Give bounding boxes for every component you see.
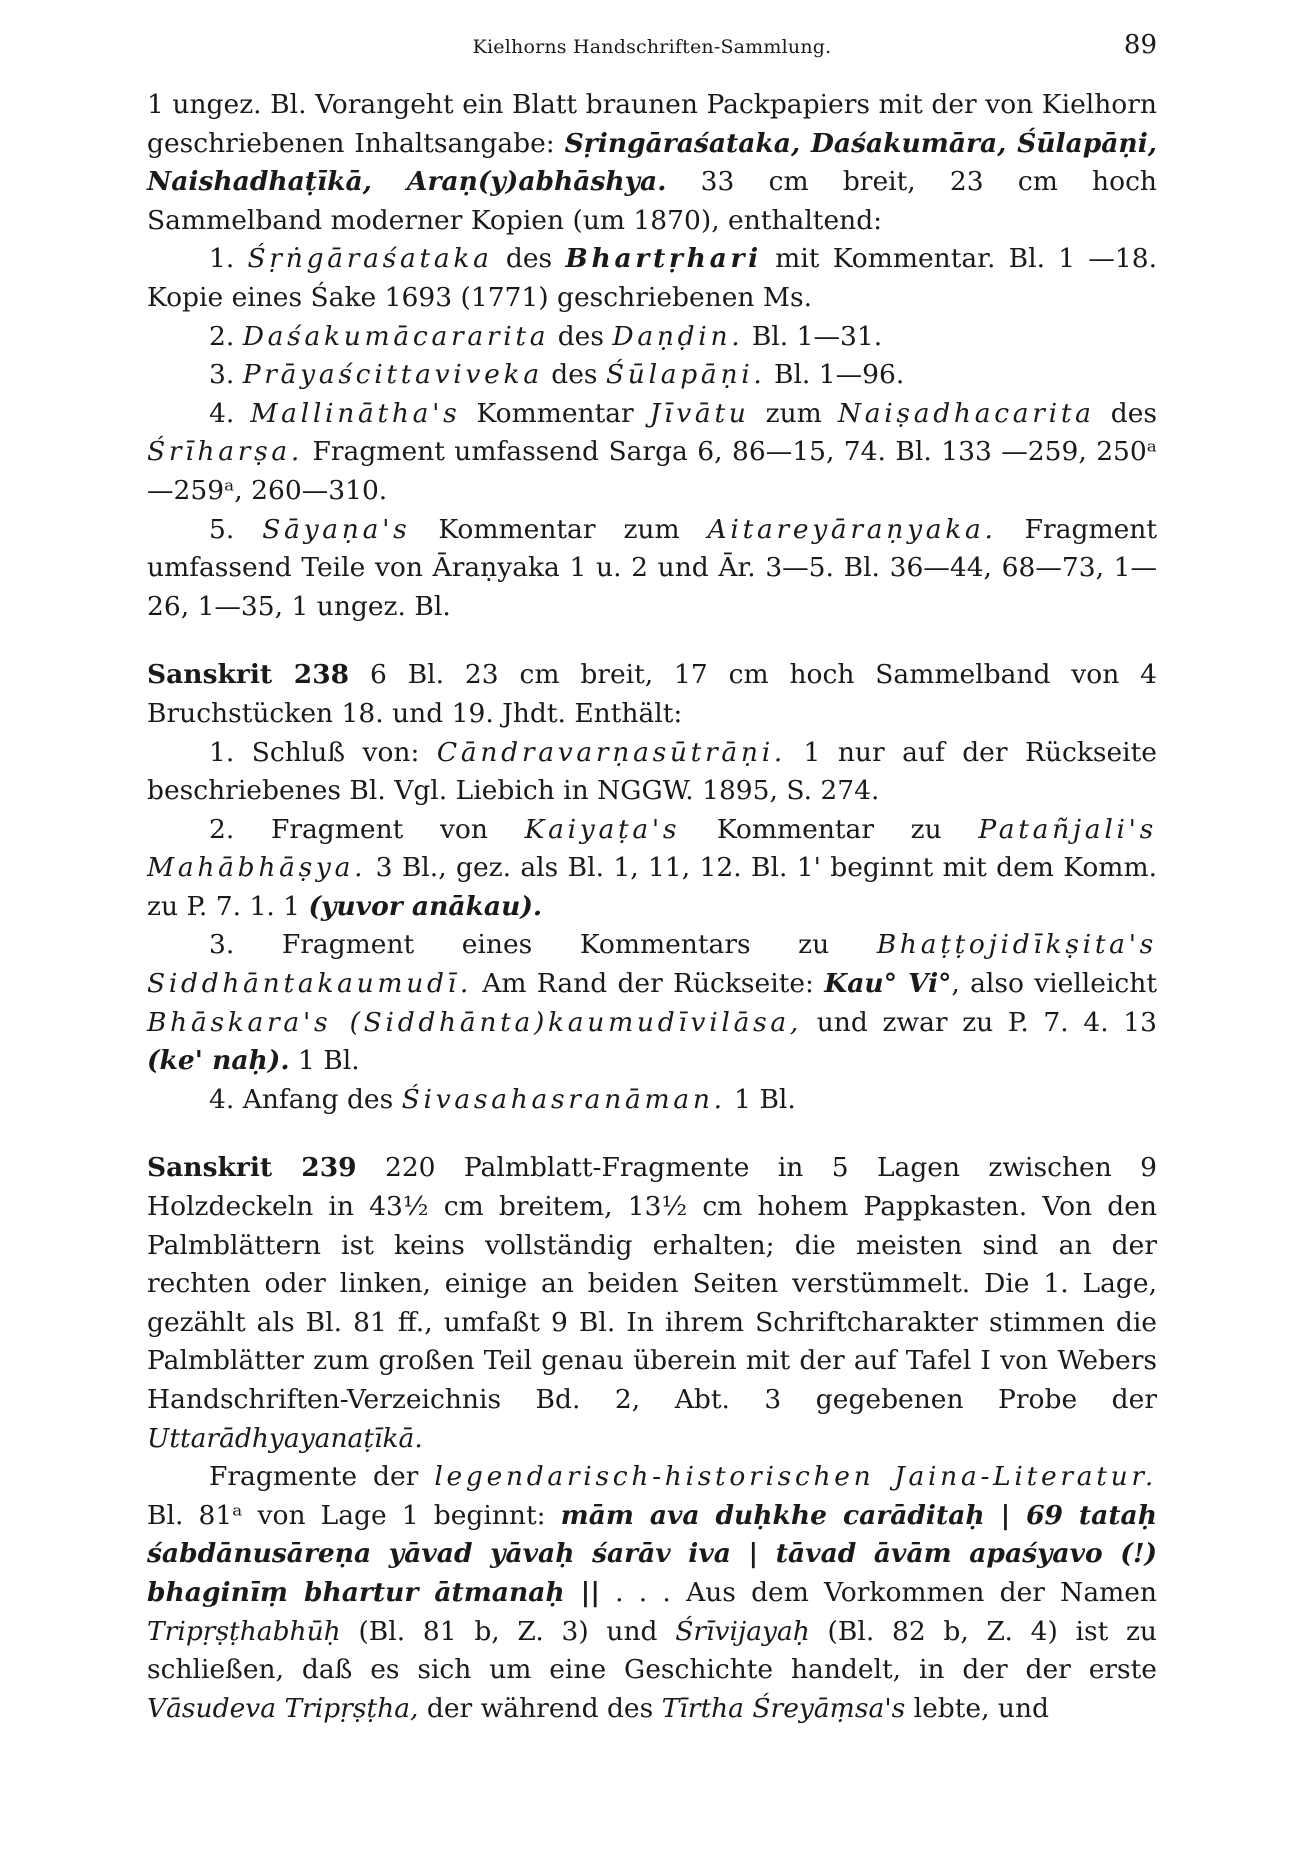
text-run: mām ava duḥkhe carāditaḥ | 69 tataḥ śabdānusāreṇa yāvad yāvaḥ śarāv iva | tāvad āvām apaśyavo (!) bhaginīṃ bhartur ātmanaḥ || [147, 1499, 1157, 1608]
page-body [147, 86, 1157, 1728]
entry-heading: Sanskrit 238 [147, 659, 350, 691]
text-run: Mallinātha's [250, 397, 461, 429]
text-run: (Bl. 81 b, Z. 3) und [340, 1615, 676, 1647]
text-run: Sṛingāraśataka, Daśakumāra, Śūlapāṇi, Naishadhaṭīkā, Araṇ(y)abhāshya. [147, 127, 1157, 198]
text-run: 4. Anfang des [209, 1083, 402, 1115]
text-run: 6 Bl. 23 cm breit, 17 cm hoch Sammelband von 4 Bruchstücken 18. und 19. Jhdt. Enthält: [147, 659, 1157, 729]
paragraph [147, 86, 1157, 240]
text-run: 1 ungez. Bl. Vorangeht ein Blatt braunen Packpapiers mit der von Kielhorn geschriebenen Inhaltsangabe: [147, 89, 1157, 159]
text-run: Kommentar zu [680, 813, 979, 845]
text-run: Kaiyaṭa's [524, 813, 681, 845]
text-run: des [492, 243, 566, 275]
text-run: Tīrtha Śreyāṃsa's [661, 1692, 906, 1724]
page-number: 89 [1123, 30, 1157, 60]
text-run: lebte, und [905, 1692, 1050, 1724]
text-run: , also vielleicht [951, 968, 1157, 1000]
text-run: des [549, 320, 613, 352]
text-run: Bl. 1—31. [743, 320, 883, 352]
text-run: Kommentar [460, 397, 650, 429]
paragraph [147, 240, 1157, 317]
paragraph [147, 1458, 1157, 1728]
text-run: 2. [209, 320, 243, 352]
text-run: Fragment umfassend Teile von Āraṇyaka 1 u. 2 und Ār. 3—5. Bl. 36—44, 68—73, 1—26, 1—35, 1 ungez. Bl. [147, 513, 1157, 622]
entry-heading: Sanskrit 239 [147, 1152, 357, 1184]
text-run: 1 Bl. [289, 1045, 360, 1077]
text-run: Prāyaścittaviveka [242, 359, 543, 391]
text-run: Naiṣadhacarita [837, 397, 1095, 429]
paragraph [147, 926, 1157, 1080]
text-run: Fragment umfassend Sarga 6, 86—15, 74. Bl. 133 —259, 250ᵃ—259ᵃ, 260—310. [147, 436, 1157, 506]
text-run: 4. [209, 397, 251, 429]
text-run: Śṛṅgāraśataka [247, 243, 493, 275]
text-run: mit Kommentar. Bl. 1 —18. Kopie eines Śake 1693 (1771) geschriebenen Ms. [147, 243, 1157, 313]
text-run: (ke' naḥ). [147, 1045, 290, 1077]
text-run: Daṇḍin. [612, 320, 744, 352]
text-run: Śrīvijayaḥ [675, 1615, 810, 1647]
text-run: des [1094, 397, 1157, 429]
paragraph [147, 811, 1157, 927]
text-run: Bl. 81ᵃ von Lage 1 beginnt: [147, 1499, 561, 1531]
text-run: Uttarādhyayanaṭīkā. [147, 1422, 423, 1454]
text-run: legendarisch-historischen Jaina-Literatur. [434, 1461, 1157, 1493]
paragraph [147, 656, 1157, 733]
paragraph [147, 356, 1157, 395]
text-run: 5. [209, 513, 263, 545]
text-run: des [542, 359, 606, 391]
text-run: Jīvātu [649, 397, 750, 429]
text-run: Sāyaṇa's [262, 513, 411, 545]
text-run: 3. [209, 359, 243, 391]
text-run: und zwar zu P. 7. 4. 13 [802, 1006, 1157, 1038]
text-run: Vāsudeva Tripṛṣṭha, [147, 1692, 419, 1724]
text-run: der während des [418, 1692, 662, 1724]
text-run: Tripṛṣṭhabhūḥ [147, 1615, 341, 1647]
running-head [147, 30, 1157, 64]
paragraph [147, 734, 1157, 811]
running-head-title: Kielhorns Handschriften-Sammlung. [472, 36, 832, 58]
text-run: Patañjali's Mahābhāṣya. [147, 813, 1157, 884]
text-run: 33 cm breit, 23 cm hoch Sammelband moderner Kopien (um 1870), enthaltend: [147, 166, 1157, 236]
text-run: 3 Bl., gez. als Bl. 1, 11, 12. Bl. 1' beginnt mit dem Komm. zu P. 7. 1. 1 [147, 852, 1157, 922]
text-run: 220 Palmblatt-Fragmente in 5 Lagen zwischen 9 Holzdeckeln in 43½ cm breitem, 13½ cm hohem Pappkasten. Von den Palmblättern ist keins vollständig erhalten; die meisten sind an der rechten oder linken, einige an beiden Seiten verstümmelt. Die 1. Lage, gezählt als Bl. 81 ff., umfaßt 9 Bl. In ihrem Schriftcharakter stimmen die Palmblätter zum großen Teil genau überein mit der auf Tafel I von Webers Handschriften-Verzeichnis Bd. 2, Abt. 3 gegebenen Probe der [147, 1152, 1158, 1415]
paragraph [147, 511, 1157, 627]
text-run: Śrīharṣa. [147, 436, 304, 468]
text-run: Daśakumācararita [242, 320, 550, 352]
text-run: Bhāskara's (Siddhānta)kaumudīvilāsa, [147, 1006, 803, 1038]
text-run: (Bl. 82 b, Z. 4) ist zu schließen, daß es sich um eine Geschichte handelt, in der der erste [147, 1615, 1157, 1686]
text-run: Kau° Vi° [824, 968, 952, 1000]
text-run: Bhartṛhari [565, 243, 762, 275]
text-run: Śūlapāṇi. [605, 359, 766, 391]
text-run: 2. Fragment von [209, 813, 525, 845]
text-run: Śivasahasranāman. [401, 1083, 726, 1115]
paragraph [147, 318, 1157, 357]
text-run: Bhaṭṭojidīkṣita's Siddhāntakaumudī. [147, 929, 1157, 1000]
text-run: Cāndravarṇasūtrāṇi. [436, 736, 787, 768]
paragraph [147, 1081, 1157, 1120]
text-run: Kommentar zum [410, 513, 708, 545]
text-run: Fragmente der [209, 1461, 435, 1493]
text-run: (yuvor anākau). [308, 890, 543, 922]
paragraph [147, 1149, 1157, 1458]
paragraph [147, 395, 1157, 511]
text-run: 1 Bl. [725, 1083, 796, 1115]
text-run: Bl. 1—96. [765, 359, 905, 391]
text-run: 1. Schluß von: [209, 736, 437, 768]
text-run: zum [749, 397, 838, 429]
text-run: . . . Aus dem Vorkommen der Namen [599, 1576, 1157, 1608]
text-run: Am Rand der Rückseite: [472, 968, 825, 1000]
text-run: 1 nur auf der Rückseite beschriebenes Bl. Vgl. Liebich in NGGW. 1895, S. 274. [147, 736, 1157, 807]
text-run: Aitareyāraṇyaka. [707, 513, 997, 545]
text-run: 1. [209, 243, 248, 275]
text-run: 3. Fragment eines Kommentars zu [209, 929, 877, 961]
